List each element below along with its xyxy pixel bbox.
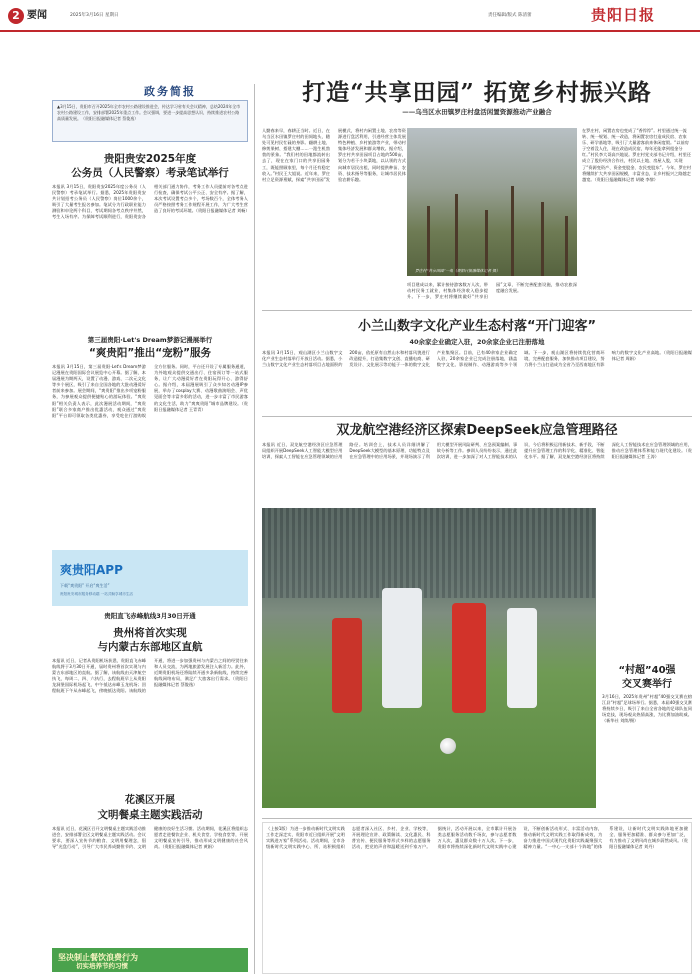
article-e-title: 小兰山数字文化产业生态村落“开门迎客”	[357, 319, 597, 334]
main-story-under-photo: 项目建成以来，累计接待游客数万人次，带动村民务工就业，村集体经济收入稳步提升。下一步，罗庄村将继续做好“共享田园”文章，不断完善配套设施，推动农旅深度融合发展。	[407, 282, 577, 300]
brief-title: 政务简报	[100, 84, 240, 101]
section-name: 要闻	[27, 10, 47, 21]
main-story-subtitle: ——乌当区水田镇罗庄村盘活闲置资源推动产业融合	[402, 108, 552, 116]
masthead-logo: 贵阳日报	[591, 6, 656, 24]
app-banner-sub: 下载“爽贵阳” 开启“爽生活”	[60, 583, 110, 588]
green-banner-line1: 坚决制止餐饮浪费行为	[58, 953, 138, 962]
article-d-body: 本报讯 近日，花溪区召开文明餐桌主题实践活动推进会，安排部署全区文明餐桌主题实践活动。会议要求，要深入宣传节约粮食、文明用餐理念，倡导“光盘行动”，引导广大市民养成勤俭节约、文明健康的良好生活习惯。活动期间，花溪区将组织志愿者走进餐饮企业、机关食堂、学校食堂等，开展文明餐桌宣传引导，推动形成文明健康的社会风尚。（贵阳日报融媒体记者 黄娟）	[52, 826, 248, 850]
article-c-title-line1: 贵州将首次实现	[113, 627, 187, 639]
column-divider	[254, 84, 255, 974]
article-c-body: 本报讯 近日，记者从贵阳机场获悉，贵阳直飞赤峰航线将于3月30日开通，届时贵州将首次实现与内蒙古东部地区的直航。据了解，该航线由天津航空执飞，每周二、四、六执行，去程航班早上从贵阳龙洞堡国际机场起飞，中午抵达赤峰玉龙机场；回程航班下午从赤峰起飞，傍晚抵达贵阳。该航线的开通，将进一步加强贵州与内蒙古之间的经贸往来和人员交流，为两地旅游发展注入新活力。此外，近期贵阳机场还将陆续开通多条新航线，持续完善航线网络布局，满足广大旅客出行需求。（贵阳日报融媒体记者 蔡俊逸）	[52, 658, 248, 694]
bottom-story-body: （上接1版）为进一步推动新时代文明实践工作走深走实，贵阳市近日组织开展“文明实践进万家”系列活动。活动期间，全市各级新时代文明实践中心、所、站积极组织志愿者深入社区、乡村、企业、学校等，开展理论宣讲、政策解读、文化惠民、科普宣传、便民服务等形式多样的志愿服务活动，把党的声音和温暖送到千家万户。据统计，活动开展以来，全市累计开展各类志愿服务活动数千场次，参与志愿者数万人次，惠及群众数十万人次。下一步，贵阳市将持续深化新时代文明实践中心建设，不断创新活动形式、丰富活动内容，推动新时代文明实践工作取得新成效，为奋力推进中国式现代化贵阳实践凝聚强大精神力量。“一中心一支部十个阵地”的体系建设，让新时代文明实践阵地更加健全、服务更加精准、群众参与更加广泛，有力推动了文明风尚在城乡蔚然成风。（贵阳日报融媒体记者 刘丹）	[262, 822, 692, 974]
football-photo	[262, 508, 596, 808]
brief-box	[52, 100, 248, 142]
editor-info: 责任编辑/版式 陈清蕾	[488, 13, 532, 18]
main-story-title: 打造“共享田园” 拓宽乡村振兴路	[302, 79, 652, 106]
photo-side-text	[602, 508, 692, 658]
article-d-title-line2: 文明餐桌主题实践活动	[97, 809, 203, 821]
app-banner-title: 爽贵阳APP	[60, 563, 123, 577]
article-b-subtitle: 第三届贵阳·Let's Dream梦游记漫展举行	[87, 336, 213, 344]
divider	[262, 310, 692, 311]
article-a-title-line2: 公务员（人民警察）考录笔试举行	[71, 167, 229, 179]
field-photo	[407, 128, 577, 276]
header-rule	[0, 30, 700, 32]
article-d-title-line1: 花溪区开展	[125, 795, 175, 806]
app-banner-sub2: 贵阳贵安城市服务移动端 一站式畅享城市生活	[60, 592, 134, 596]
article-e-body: 本报讯 3月15日，观山湖区小兰山数字文化产业生态村落举行开放日活动。据悉，小兰山数字文化产业生态村落项目占地面积约200亩，依托原有自然山水和村落风貌进行改造提升，打造集数字文创、直播电商、研发设计、文化展示等功能于一体的数字文化产业集聚区。目前，已有40余家企业确定入驻，20余家企业已完成注册落地，涵盖数字文化、影视制作、动漫游戏等多个领域。下一步，观山湖区将持续优化营商环境，完善配套服务，加快推动项目建设，努力将小兰山打造成为全省乃至西南地区有影响力的数字文化产业高地。（贵阳日报融媒体记者 周娟）	[262, 350, 692, 368]
side-story-body: 3月16日，2025年贵州“村超”40强交叉赛在榕江县“村超”足球场举行。据悉，本届40强交叉赛将持续多日，吸引了来自全省各地的足球队伍同场竞技，现场观众热情高涨，为比赛加油助威。（新华社 刘续/摄）	[602, 694, 692, 724]
article-f-body: 本报讯 近日，双龙航空港经济区应急管理局组织开展DeepSeek人工智能大模型应用培训，探索人工智能在应急管理领域的应用路径。培训会上，技术人员详细讲解了DeepSeek大模型的基本原理、功能特点及在应急管理中的应用场景，并现场演示了利用大模型开展风险研判、应急预案编制、事故分析等工作。参训人员纷纷表示，通过此次培训，进一步加深了对人工智能技术的认识，今后将积极运用新技术、新手段，不断提升应急管理工作的科学化、精准化、智能化水平。据了解，双龙航空港经济区将持续深化人工智能技术在应急管理领域的应用，推动应急管理体系和能力现代化建设。（贵阳日报融媒体记者 王涛）	[262, 442, 692, 460]
brief-text: ▲3月15日，贵阳市召开2025年全市农村公路建设推进会，传达学习省有关会议精神，总结2024年全市农村公路建设工作，安排部署2025年重点工作。会议强调，要进一步提高思想认识，持续推进农村公路高质量发展。（贵阳日报融媒体记者 蔡俊逸）	[57, 104, 241, 121]
main-story-body-right: 在罗庄村，闲置农房也变成了“香饽饽”。村里通过统一流转、统一规划、统一改造，将闲置农房打造成民宿、农家乐、研学基地等，吸引了大量游客前来休闲度假。“以前房子空着没人住，现在改造成民宿，每年还能拿到租金分红。”村民李大哥高兴地说。罗庄村党支部书记介绍，村里还成立了股份经济合作社，村民以土地、房屋入股，实现了“资源变资产、资金变股金、农民变股东”。今年，罗庄村将继续扩大共享田园规模，丰富业态，让乡村振兴之路越走越宽。（贵阳日报融媒体记者 胡晓 李黎）	[582, 128, 692, 182]
divider	[262, 416, 692, 417]
article-a-body: 本报讯 3月15日，贵阳贵安2025年度公务员（人民警察）考录笔试举行。据悉，2025年贵阳贵安共计划招考公务员（人民警察）岗位1000余个，吸引了大量考生报名参加。笔试分为行政职业能力测验和申论两个科目，考试期间各考点秩序井然，考生入场有序。为保障考试顺利进行，贵阳贵安各相关部门通力协作，考务工作人员提前对各考点进行检查，确保考试公平公正、安全有序。据了解，本次考试设置考点多个，考场数百个，全体考务人员严格按照考务工作规程开展工作，为广大考生营造了良好的考试环境。（贵阳日报融媒体记者 刘畅）	[52, 184, 250, 220]
article-c-title-line2: 与内蒙古东部地区直航	[97, 641, 203, 653]
article-a-title-line1: 贵阳贵安2025年度	[103, 153, 197, 165]
date-info: 2025年3月16日 星期日	[70, 13, 119, 18]
article-b-title: “爽贵阳”推出“宠粉”服务	[88, 347, 212, 359]
article-e-subtitle: 40余家企业确定入驻，20余家企业已注册落地	[409, 338, 545, 346]
divider	[262, 818, 692, 819]
football	[440, 738, 456, 754]
field-photo-caption: 罗庄村“共享田园”一角（贵阳日报融媒体记者 摄）	[415, 268, 500, 273]
page-number: 2	[8, 8, 24, 24]
side-story-title-line2: 交叉赛举行	[622, 679, 672, 690]
article-b-body: 本报讯 3月15日，第三届贵阳·Let's Dream梦游记漫展在贵阳国际会议展览中心开幕。据了解，本届漫展为期两天，设置了动漫、游戏、二次元文化等多个展区，吸引了来自全国各地的大批动漫爱好者前来参加。展会期间，“爽贵阳”推出多项宠粉服务，为参展观众提供便捷贴心的游玩体验。“爽贵阳”相关负责人表示，此次漫展活动期间，“爽贵阳”联合多家商户推出优惠活动，观众通过“爽贵阳”平台即可领取各类优惠券，享受吃住行游购娱全方位服务。同时，平台还开设了专属服务通道，为外地观众提供交通出行、住宿预订等一站式服务，让广大动漫爱好者在贵阳玩得开心、游得舒心。据介绍，本届漫展吸引了众多知名动漫IP参展，举办了cosplay大赛、动漫歌曲演唱会、声优见面会等丰富多彩的活动，进一步丰富了市民游客的文化生活，助力“爽爽贵阳”城市品牌建设。（贵阳日报融媒体记者 王青青）	[52, 364, 248, 418]
article-f-title: 双龙航空港经济区探索DeepSeek应急管理路径	[336, 423, 618, 438]
green-banner-line2: 切实培养节约习惯	[76, 962, 128, 970]
main-story-body-left: 人勤春来早，春耕正当时。近日，在乌当区水田镇罗庄村的田间地头，随处可见村民忙碌的身影。翻耕土地、修剪果树、搭建大棚……一派生机勃勃的景象。“我们村的田地都流转出去了，现在在家门口的共享田园务工，既能照顾家里，每个月还有稳定收入。”村民王大姐说。近年来，罗庄村立足资源禀赋，探索“共享田园”发展模式，将村内闲置土地、农房等资源进行盘活利用，引进经营主体发展特色种植、乡村旅游等产业，带动村集体经济发展和群众增收。据介绍，罗庄村共享田园项目占地约500亩，划分为若干小块菜地，以认领的方式向城市居民出租，同时提供种苗、农资、技术指导等服务，让城市居民体验农耕乐趣。	[262, 128, 406, 182]
side-story-title-line1: “村超”40强	[618, 665, 676, 676]
article-c-subtitle: 贵阳直飞赤峰航线3月30日开通	[104, 612, 196, 620]
